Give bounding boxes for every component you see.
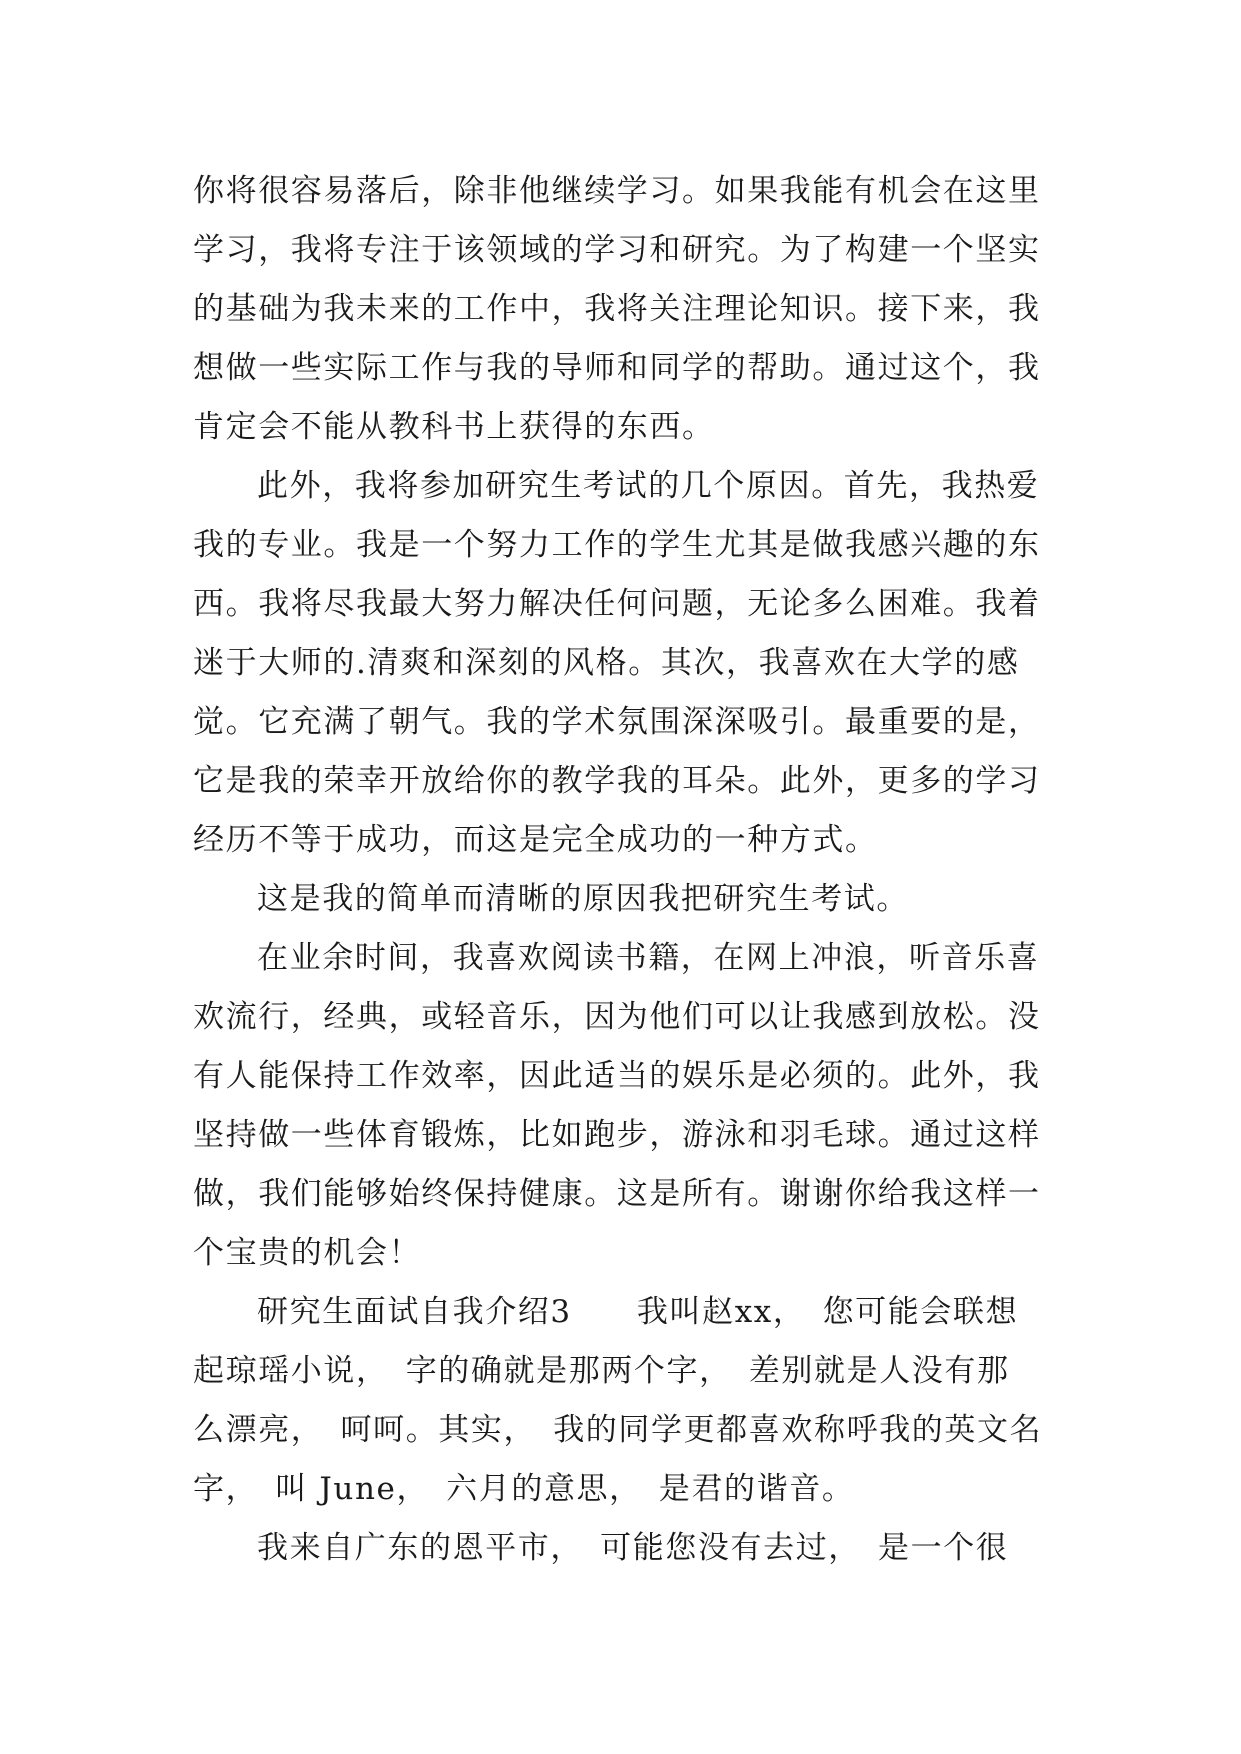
text-line: 你将很容易落后，除非他继续学习。如果我能有机会在这里 bbox=[193, 173, 1041, 209]
text-line: 想做一些实际工作与我的导师和同学的帮助。通过这个，我 bbox=[193, 350, 1041, 386]
text-line: 个宝贵的机会！ bbox=[193, 1235, 422, 1271]
text-line: 学习，我将专注于该领域的学习和研究。为了构建一个坚实 bbox=[193, 232, 1041, 268]
paragraph-start-line: 这是我的简单而清晰的原因我把研究生考试。 bbox=[257, 881, 909, 917]
text-line: 我的专业。我是一个努力工作的学生尤其是做我感兴趣的东 bbox=[193, 527, 1041, 563]
text-line: 有人能保持工作效率，因此适当的娱乐是必须的。此外，我 bbox=[193, 1058, 1041, 1094]
text-line: 坚持做一些体育锻炼，比如跑步，游泳和羽毛球。通过这样 bbox=[193, 1117, 1041, 1153]
paragraph-start-line: 此外，我将参加研究生考试的几个原因。首先，我热爱 bbox=[257, 468, 1040, 504]
text-line: 的基础为我未来的工作中，我将关注理论知识。接下来，我 bbox=[193, 291, 1041, 327]
text-line: 么漂亮， 呵呵。其实， 我的同学更都喜欢称呼我的英文名 bbox=[193, 1412, 1043, 1448]
text-line: 欢流行，经典，或轻音乐，因为他们可以让我感到放松。没 bbox=[193, 999, 1041, 1035]
paragraph-start-line: 我来自广东的恩平市， 可能您没有去过， 是一个很 bbox=[257, 1530, 1009, 1566]
text-line: 肯定会不能从教科书上获得的东西。 bbox=[193, 409, 715, 445]
paragraph-start-line: 在业余时间，我喜欢阅读书籍，在网上冲浪，听音乐喜 bbox=[257, 940, 1040, 976]
text-line: 起琼瑶小说， 字的确就是那两个字， 差别就是人没有那 bbox=[193, 1353, 1010, 1389]
text-line: 字， 叫 June， 六月的意思， 是君的谐音。 bbox=[193, 1471, 855, 1507]
text-line: 它是我的荣幸开放给你的教学我的耳朵。此外，更多的学习 bbox=[193, 763, 1041, 799]
text-line: 做，我们能够始终保持健康。这是所有。谢谢你给我这样一 bbox=[193, 1176, 1041, 1212]
document-page bbox=[193, 162, 1053, 1578]
text-line: 觉。它充满了朝气。我的学术氛围深深吸引。最重要的是， bbox=[193, 704, 1041, 740]
text-line: 西。我将尽我最大努力解决任何问题，无论多么困难。我着 bbox=[193, 586, 1041, 622]
text-line: 经历不等于成功，而这是完全成功的一种方式。 bbox=[193, 822, 878, 858]
text-line: 迷于大师的.清爽和深刻的风格。其次，我喜欢在大学的感 bbox=[193, 645, 1020, 681]
paragraph-start-line: 研究生面试自我介绍3 我叫赵xx， 您可能会联想 bbox=[257, 1294, 1019, 1330]
